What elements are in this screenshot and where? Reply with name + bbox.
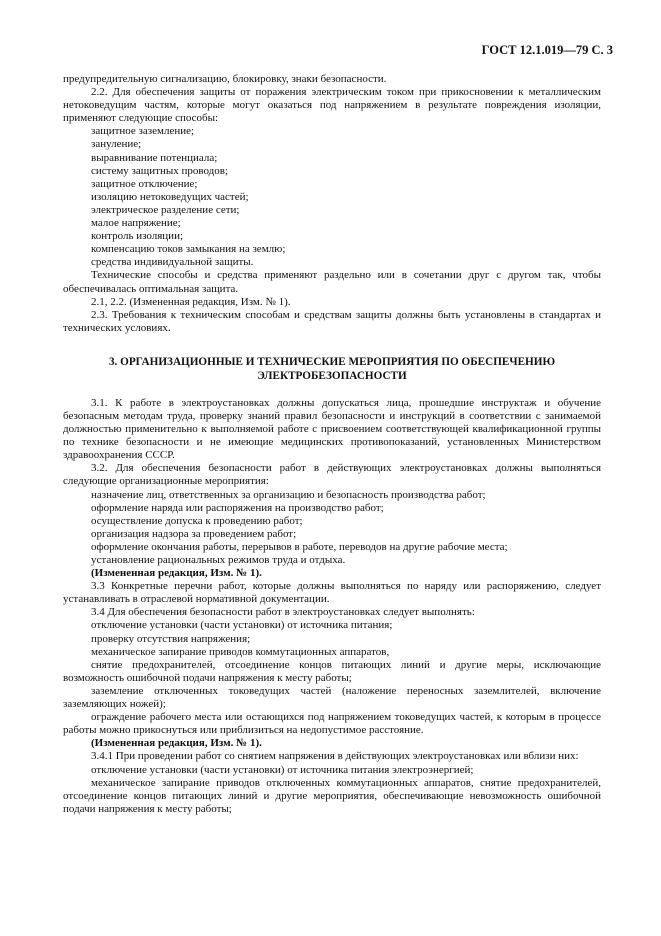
section-3-text [63, 397, 601, 816]
paragraph: 3.4 Для обеспечения безопасности работ в электроустановках следует выполнять: [91, 606, 475, 619]
section-3-title: 3. ОРГАНИЗАЦИОННЫЕ И ТЕХНИЧЕСКИЕ МЕРОПРИЯТИЯ ПО ОБЕСПЕЧЕНИЮ ЭЛЕКТРОБЕЗОПАСНОСТИ [108, 355, 556, 382]
paragraph: малое напряжение; [91, 217, 181, 230]
paragraph: защитное отключение; [91, 177, 198, 190]
paragraph: предупредительную сигнализацию, блокировку, знаки безопасности. [63, 73, 387, 85]
paragraph: Технические способы и средства применяют раздельно или в сочетании друг с другом так, чтобы обеспечивалась оптимальная защита. [63, 269, 601, 295]
running-header: ГОСТ 12.1.019—79 С. 3 [481, 43, 613, 57]
paragraph: 2.1, 2.2. (Измененная редакция, Изм. № 1). [91, 295, 291, 308]
paragraph: заземление отключенных токоведущих частей (наложение переносных заземлителей, включение заземляющих ножей); [63, 684, 601, 711]
paragraph: средства индивидуальной защиты. [91, 256, 254, 269]
paragraph: оформление окончания работы, перерывов в работе, переводов на другие рабочие места; [91, 540, 508, 553]
paragraph: 2.3. Требования к техническим способам и средствам защиты должны быть установлены в стандартах и технических условиях. [63, 308, 601, 334]
paragraph: ограждение рабочего места или остающихся под напряжением токоведущих частей, к которым в процессе работы можно прикоснуться или приблизиться на недопустимое расстояние. [63, 711, 601, 737]
paragraph: снятие предохранителей, отсоединение концов питающих линий и другие меры, исключающие возможность ошибочной подачи напряжения к месту работы; [63, 658, 601, 684]
paragraph: изоляцию нетоковедущих частей; [91, 190, 249, 203]
paragraph: оформление наряда или распоряжения на производство работ; [91, 501, 384, 514]
paragraph: проверку отсутствия напряжения; [91, 632, 251, 645]
paragraph: 2.2. Для обеспечения защиты от поражения электрическим током при прикосновении к металлическим нетоковедущим частям, которые могут оказаться под напряжением в результате повреждения изоляции, применяют следующие способы: [63, 86, 601, 125]
paragraph: механическое запирание приводов коммутационных аппаратов, [91, 645, 390, 658]
paragraph: 3.3 Конкретные перечни работ, которые должны выполняться по наряду или распоряжению, следует устанавливать в отраслевой нормативной документации. [63, 580, 601, 606]
paragraph: 3.4.1 При проведении работ со снятием напряжения в действующих электроустановках или вблизи них: [91, 750, 579, 763]
section-2-continuation [63, 73, 601, 335]
paragraph: механическое запирание приводов отключенных коммутационных аппаратов, снятие предохранителей, отсоединение концов питающих линий и другие мероприятия, обеспечивающие невозможность ошибочной подачи напряжения к месту работы; [63, 776, 601, 815]
paragraph: отключение установки (части установки) от источника питания; [91, 619, 393, 632]
paragraph: выравнивание потенциала; [91, 151, 218, 164]
paragraph: компенсацию токов замыкания на землю; [91, 243, 286, 256]
paragraph: установление рациональных режимов труда и отдыха. [91, 554, 346, 566]
paragraph: отключение установки (части установки) от источника питания электроэнергией; [91, 763, 474, 776]
paragraph: систему защитных проводов; [91, 164, 229, 177]
paragraph: 3.1. К работе в электроустановках должны допускаться лица, прошедшие инструктаж и обучение безопасным методам труда, проверку знаний правил безопасности и инструкций в соответствии с занимаемой должностью применительно к выполняемой работе с присвоением соответствующей квалификационной группы по технике безопасности и не имеющие медицинских противопоказаний, установленных Министерством здравоохранения СССР. [63, 396, 601, 462]
document-body [63, 73, 601, 816]
paragraph: (Измененная редакция, Изм. № 1). [91, 567, 262, 580]
paragraph: зануление; [91, 138, 142, 151]
paragraph: контроль изоляции; [91, 230, 184, 243]
paragraph: организация надзора за проведением работ; [91, 527, 297, 540]
paragraph: назначение лиц, ответственных за организацию и безопасность производства работ; [91, 488, 486, 501]
paragraph: защитное заземление; [91, 125, 195, 138]
paragraph: электрическое разделение сети; [91, 203, 240, 216]
paragraph: 3.2. Для обеспечения безопасности работ в действующих электроустановках должны выполняться следующие организационные мероприятия: [63, 462, 601, 488]
paragraph: (Измененная редакция, Изм. № 1). [91, 737, 262, 750]
paragraph: осуществление допуска к проведению работ; [91, 514, 303, 527]
